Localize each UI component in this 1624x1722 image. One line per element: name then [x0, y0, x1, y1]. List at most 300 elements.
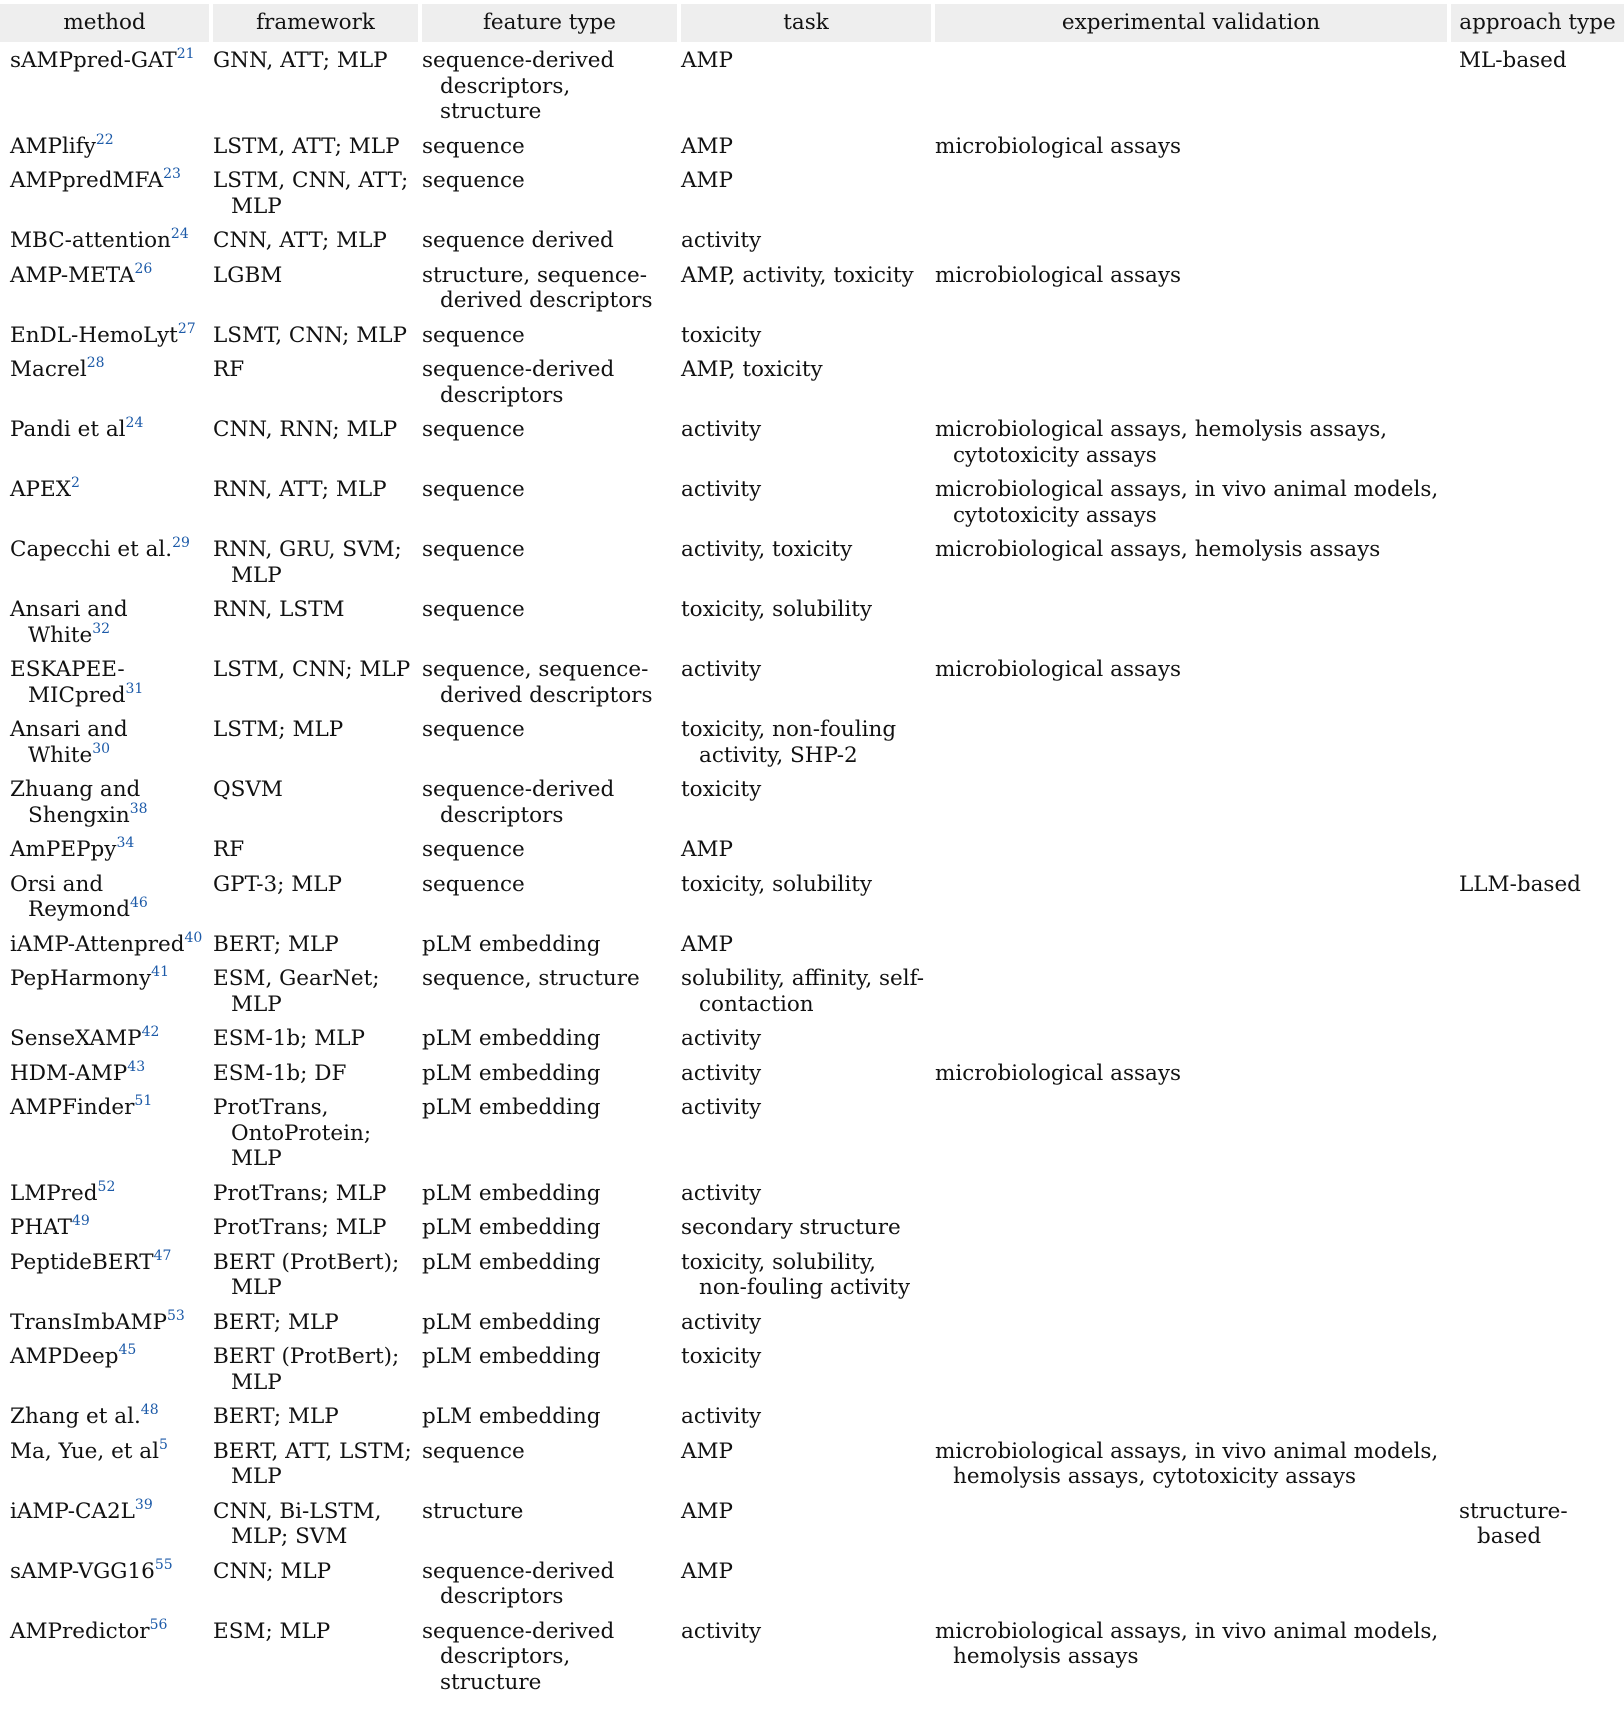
task-cell-value: activity [681, 1095, 762, 1120]
task-cell [679, 128, 933, 163]
task-cell-value: AMP, activity, toxicity [681, 262, 914, 288]
task-cell [679, 317, 933, 352]
reference-link[interactable]: 39 [134, 1496, 153, 1513]
method-cell-text [10, 228, 205, 254]
framework-cell-value: QSVM [213, 777, 283, 802]
feature-type-cell-value: structure [422, 1498, 524, 1524]
feature-type-cell [420, 1613, 679, 1699]
framework-cell-value: CNN, RNN; MLP [213, 417, 398, 442]
validation-cell-text [935, 657, 1443, 683]
framework-cell-value: ESM-1b; MLP [213, 1026, 365, 1051]
approach-type-cell-value: LLM-based [1459, 871, 1581, 897]
reference-link[interactable]: 47 [153, 1247, 172, 1264]
task-cell-value: AMP, toxicity [681, 357, 823, 382]
reference-link[interactable]: 22 [95, 131, 114, 148]
method-cell-text [10, 1436, 205, 1465]
feature-type-cell-text [422, 48, 673, 125]
methods-table [0, 4, 1624, 1698]
task-cell-text [681, 477, 927, 503]
task-cell-value: toxicity, solubility [681, 871, 872, 897]
framework-cell-text [213, 657, 414, 683]
table-row [0, 1493, 1624, 1553]
task-cell-value: activity [681, 417, 762, 442]
feature-type-cell-value: sequence [422, 477, 525, 502]
framework-cell-value: ProtTrans; MLP [213, 1215, 387, 1240]
task-cell [679, 960, 933, 1020]
approach-type-cell-value: structure-based [1459, 1498, 1568, 1549]
feature-type-cell-text [422, 1344, 673, 1370]
table-row [0, 831, 1624, 866]
reference-link[interactable]: 41 [151, 964, 169, 980]
task-cell [679, 1398, 933, 1433]
method-cell-value: Zhuang and Shengxin [10, 777, 141, 828]
feature-type-cell-value: pLM embedding [422, 1026, 601, 1051]
framework-cell [211, 960, 420, 1020]
task-cell [679, 651, 933, 711]
validation-cell [933, 831, 1449, 866]
approach-type-cell [1449, 128, 1624, 163]
reference-link[interactable]: 2 [71, 475, 80, 491]
task-cell-value: toxicity, solubility, non-fouling activity [681, 1249, 911, 1300]
reference-link[interactable]: 40 [184, 929, 203, 946]
framework-cell-value: ESM-1b; DF [213, 1060, 347, 1086]
approach-type-cell [1449, 651, 1624, 711]
framework-cell-value: LSTM, ATT; MLP [213, 133, 400, 159]
approach-type-cell [1449, 1433, 1624, 1493]
feature-type-cell-value: pLM embedding [422, 1095, 601, 1120]
method-cell [0, 411, 211, 471]
method-cell [0, 257, 211, 317]
task-cell [679, 1020, 933, 1055]
framework-cell [211, 1338, 420, 1398]
method-cell-text [10, 717, 205, 768]
framework-cell-text [213, 537, 414, 588]
method-cell [0, 1398, 211, 1433]
framework-cell-text [213, 1181, 414, 1207]
feature-type-cell [420, 411, 679, 471]
reference-link[interactable]: 24 [125, 415, 144, 431]
validation-cell [933, 1433, 1449, 1493]
method-cell-value: Macrel [10, 357, 87, 382]
task-cell-text [681, 1215, 927, 1241]
feature-type-cell-text [422, 1559, 673, 1610]
reference-link[interactable]: 52 [97, 1178, 116, 1195]
framework-cell [211, 351, 420, 411]
framework-cell [211, 651, 420, 711]
validation-cell-text [935, 1061, 1443, 1087]
method-cell [0, 591, 211, 651]
framework-cell-text [213, 263, 414, 289]
method-cell-text [10, 131, 205, 160]
method-cell-value: Ansari and White [10, 717, 128, 768]
feature-type-cell-text [422, 777, 673, 828]
table-row [0, 1613, 1624, 1699]
task-cell [679, 531, 933, 591]
feature-type-cell [420, 1304, 679, 1339]
feature-type-cell-value: sequence-derived descriptors, structure [422, 48, 615, 124]
approach-type-cell [1449, 411, 1624, 471]
feature-type-cell-value: sequence-derived descriptors, structure [422, 1618, 615, 1695]
method-cell-text [10, 872, 205, 923]
task-cell-value: activity, toxicity [681, 537, 853, 562]
feature-type-cell [420, 351, 679, 411]
feature-type-cell-value: sequence-derived descriptors [422, 777, 615, 828]
task-cell-text [681, 1026, 927, 1052]
task-cell [679, 1055, 933, 1090]
feature-type-cell-value: sequence [422, 871, 525, 897]
method-cell [0, 1553, 211, 1613]
reference-link[interactable]: 45 [118, 1342, 137, 1358]
framework-cell [211, 831, 420, 866]
task-cell-value: AMP [681, 1558, 734, 1584]
reference-link[interactable]: 32 [92, 620, 111, 637]
method-cell [0, 162, 211, 222]
feature-type-cell-text [422, 1499, 673, 1525]
method-cell-value: AMPDeep [10, 1344, 119, 1369]
task-cell-value: toxicity [681, 777, 762, 802]
framework-cell [211, 128, 420, 163]
method-cell-value: sAMP-VGG16 [10, 1558, 155, 1584]
framework-cell-value: RF [213, 357, 245, 382]
feature-type-cell [420, 128, 679, 163]
task-cell-text [681, 966, 927, 1017]
table-row [0, 531, 1624, 591]
method-cell [0, 351, 211, 411]
reference-link[interactable]: 55 [154, 1556, 173, 1573]
feature-type-cell [420, 711, 679, 771]
task-cell-text [681, 323, 927, 349]
reference-link[interactable]: 21 [176, 46, 195, 62]
approach-type-cell [1449, 1613, 1624, 1699]
validation-cell-value: microbiological assays [935, 1060, 1182, 1086]
validation-cell-text [935, 537, 1443, 563]
feature-type-cell-value: sequence [422, 133, 525, 159]
approach-type-cell [1449, 471, 1624, 531]
method-cell-value: AMPlify [10, 133, 96, 159]
approach-type-cell [1449, 222, 1624, 257]
method-cell [0, 1020, 211, 1055]
method-cell-value: EnDL-HemoLyt [10, 322, 178, 348]
framework-cell [211, 531, 420, 591]
reference-link[interactable]: 38 [129, 800, 148, 817]
framework-cell-value: GPT-3; MLP [213, 871, 342, 897]
task-cell-text [681, 1061, 927, 1087]
method-cell-value: ESKAPEE-MICpred [10, 657, 126, 708]
table-row [0, 42, 1624, 128]
framework-cell [211, 42, 420, 128]
reference-link[interactable]: 56 [149, 1616, 168, 1633]
table-row [0, 1338, 1624, 1398]
framework-cell [211, 926, 420, 961]
task-cell [679, 471, 933, 531]
validation-cell [933, 1209, 1449, 1244]
task-cell-value: activity [681, 1309, 762, 1335]
feature-type-cell-value: sequence, structure [422, 966, 640, 991]
task-cell-text [681, 1310, 927, 1336]
validation-cell-text [935, 134, 1443, 160]
method-cell [0, 1089, 211, 1175]
task-cell [679, 257, 933, 317]
feature-type-cell [420, 591, 679, 651]
framework-cell [211, 711, 420, 771]
approach-type-cell [1449, 1175, 1624, 1210]
method-cell-text [10, 320, 205, 349]
header-feature-type: feature type [420, 4, 679, 42]
method-cell [0, 531, 211, 591]
framework-cell-value: BERT, ATT, LSTM; MLP [213, 1438, 412, 1489]
feature-type-cell-value: sequence-derived descriptors [422, 1558, 615, 1609]
feature-type-cell-value: pLM embedding [422, 1060, 601, 1086]
feature-type-cell-text [422, 966, 673, 992]
validation-cell [933, 222, 1449, 257]
validation-cell-value: microbiological assays, hemolysis assays [935, 537, 1381, 562]
reference-link[interactable]: 24 [170, 226, 189, 242]
framework-cell [211, 1433, 420, 1493]
validation-cell [933, 1304, 1449, 1339]
reference-link[interactable]: 43 [127, 1058, 146, 1075]
approach-type-cell [1449, 831, 1624, 866]
table-row [0, 222, 1624, 257]
framework-cell-text [213, 48, 414, 74]
framework-cell [211, 1175, 420, 1210]
reference-link[interactable]: 48 [140, 1402, 159, 1418]
feature-type-cell-text [422, 717, 673, 743]
task-cell-value: AMP [681, 133, 734, 159]
feature-type-cell-text [422, 1310, 673, 1336]
reference-link[interactable]: 23 [163, 166, 181, 182]
framework-cell-text [213, 1619, 414, 1645]
header-framework: framework [211, 4, 420, 42]
reference-link[interactable]: 30 [92, 740, 111, 757]
method-cell [0, 771, 211, 831]
method-cell-text [10, 168, 205, 194]
framework-cell [211, 591, 420, 651]
task-cell-value: toxicity, solubility [681, 597, 872, 622]
feature-type-cell-value: sequence [422, 322, 525, 348]
table-row [0, 1175, 1624, 1210]
validation-cell [933, 926, 1449, 961]
method-cell-value: HDM-AMP [10, 1060, 128, 1086]
validation-cell [933, 960, 1449, 1020]
framework-cell-text [213, 1499, 414, 1550]
validation-cell [933, 591, 1449, 651]
approach-type-cell [1449, 1553, 1624, 1613]
method-cell-text [10, 657, 205, 708]
reference-link[interactable]: 42 [141, 1024, 160, 1040]
task-cell-text [681, 1619, 927, 1645]
approach-type-cell [1449, 960, 1624, 1020]
reference-link[interactable]: 53 [166, 1307, 185, 1324]
framework-cell-value: LSTM, CNN, ATT; MLP [213, 168, 409, 219]
method-cell-value: AMPFinder [10, 1095, 135, 1120]
task-cell-text [681, 417, 927, 443]
table-row [0, 128, 1624, 163]
reference-link[interactable]: 26 [134, 260, 153, 277]
task-cell-text [681, 1344, 927, 1370]
feature-type-cell-text [422, 228, 673, 254]
framework-cell-text [213, 717, 414, 743]
method-cell-value: sAMPpred-GAT [10, 48, 177, 73]
framework-cell [211, 1613, 420, 1699]
task-cell-value: toxicity [681, 1344, 762, 1369]
task-cell [679, 1338, 933, 1398]
feature-type-cell-text [422, 1181, 673, 1207]
table-body [0, 42, 1624, 1698]
reference-link[interactable]: 29 [172, 535, 190, 551]
task-cell [679, 162, 933, 222]
approach-type-cell [1449, 1055, 1624, 1090]
table-row [0, 1244, 1624, 1304]
framework-cell-value: RNN, ATT; MLP [213, 477, 387, 502]
framework-cell-text [213, 1404, 414, 1430]
approach-type-cell [1449, 1244, 1624, 1304]
method-cell-value: PHAT [10, 1215, 72, 1240]
task-cell-text [681, 48, 927, 74]
validation-cell-text [935, 263, 1443, 289]
feature-type-cell-value: pLM embedding [422, 1249, 601, 1275]
task-cell [679, 1493, 933, 1553]
framework-cell-value: ESM; MLP [213, 1618, 331, 1644]
method-cell-text [10, 1496, 205, 1525]
method-cell-text [10, 1616, 205, 1645]
task-cell-text [681, 537, 927, 563]
validation-cell-text [935, 417, 1443, 468]
method-cell-value: AMP-META [10, 262, 135, 288]
header-experimental-validation: experimental validation [933, 4, 1449, 42]
feature-type-cell-text [422, 477, 673, 503]
table-row [0, 1433, 1624, 1493]
task-cell-text [681, 1095, 927, 1121]
method-cell-value: SenseXAMP [10, 1026, 142, 1051]
method-cell-value: AMPpredMFA [10, 168, 164, 193]
feature-type-cell [420, 1209, 679, 1244]
table-row [0, 317, 1624, 352]
validation-cell-text [935, 477, 1443, 528]
approach-type-cell [1449, 1089, 1624, 1175]
task-cell-text [681, 717, 927, 768]
reference-link[interactable]: 49 [71, 1213, 90, 1229]
method-cell-text [10, 357, 205, 383]
feature-type-cell [420, 866, 679, 926]
approach-type-cell [1449, 317, 1624, 352]
table-row [0, 162, 1624, 222]
task-cell-value: toxicity, non-fouling activity, SHP-2 [681, 717, 897, 768]
task-cell-value: AMP [681, 837, 734, 862]
framework-cell-text [213, 1439, 414, 1490]
task-cell [679, 1209, 933, 1244]
framework-cell-text [213, 932, 414, 958]
framework-cell-text [213, 1095, 414, 1172]
feature-type-cell-text [422, 1404, 673, 1430]
method-cell-text [10, 1215, 205, 1241]
validation-cell [933, 651, 1449, 711]
validation-cell [933, 1020, 1449, 1055]
framework-cell-value: LSTM; MLP [213, 717, 344, 742]
reference-link[interactable]: 46 [130, 895, 148, 911]
reference-link[interactable]: 31 [125, 680, 144, 697]
reference-link[interactable]: 28 [86, 355, 105, 371]
task-cell-text [681, 1181, 927, 1207]
feature-type-cell-text [422, 1095, 673, 1121]
method-cell [0, 960, 211, 1020]
feature-type-cell-text [422, 1026, 673, 1052]
table-row [0, 411, 1624, 471]
method-cell [0, 1244, 211, 1304]
validation-cell-value: microbiological assays, in vivo animal models, hemolysis assays, cytotoxicity assays [935, 1438, 1439, 1489]
feature-type-cell-value: pLM embedding [422, 1404, 601, 1429]
method-cell-value: AmPEPpy [10, 837, 117, 862]
table-row [0, 1553, 1624, 1613]
feature-type-cell-value: sequence [422, 717, 525, 742]
feature-type-cell [420, 222, 679, 257]
table-row [0, 1209, 1624, 1244]
task-cell-text [681, 1559, 927, 1585]
reference-link[interactable]: 27 [177, 320, 196, 337]
feature-type-cell-value: pLM embedding [422, 1215, 601, 1240]
table-row [0, 1089, 1624, 1175]
method-cell-text [10, 1095, 205, 1121]
approach-type-cell [1449, 926, 1624, 961]
method-cell-text [10, 929, 205, 958]
task-cell-value: activity [681, 228, 762, 253]
framework-cell-value: BERT (ProtBert); MLP [213, 1344, 400, 1395]
framework-cell-value: BERT; MLP [213, 1404, 339, 1429]
feature-type-cell [420, 1398, 679, 1433]
method-cell-value: AMPredictor [10, 1618, 150, 1644]
approach-type-cell-text [1459, 1499, 1618, 1550]
validation-cell-value: microbiological assays [935, 657, 1182, 682]
framework-cell-text [213, 323, 414, 349]
task-cell-value: secondary structure [681, 1215, 901, 1240]
framework-cell [211, 1493, 420, 1553]
table-row [0, 771, 1624, 831]
validation-cell [933, 471, 1449, 531]
feature-type-cell-value: sequence [422, 1438, 525, 1464]
approach-type-cell-value: ML-based [1459, 48, 1567, 73]
validation-cell-value: microbiological assays, in vivo animal models, hemolysis assays [935, 1618, 1439, 1669]
validation-cell [933, 351, 1449, 411]
reference-link[interactable]: 5 [158, 1436, 168, 1453]
method-cell [0, 1175, 211, 1210]
approach-type-cell [1449, 1398, 1624, 1433]
table-row [0, 711, 1624, 771]
framework-cell [211, 222, 420, 257]
table-row [0, 1398, 1624, 1433]
task-cell-value: activity [681, 1404, 762, 1429]
method-cell-text [10, 1178, 205, 1207]
approach-type-cell [1449, 257, 1624, 317]
framework-cell [211, 1244, 420, 1304]
feature-type-cell-value: sequence [422, 597, 525, 622]
feature-type-cell [420, 926, 679, 961]
feature-type-cell [420, 471, 679, 531]
feature-type-cell-text [422, 837, 673, 863]
framework-cell-text [213, 837, 414, 863]
header-row [0, 4, 1624, 42]
method-cell-text [10, 260, 205, 289]
validation-cell [933, 257, 1449, 317]
feature-type-cell [420, 771, 679, 831]
table-row [0, 471, 1624, 531]
feature-type-cell-text [422, 1215, 673, 1241]
task-cell-value: activity [681, 657, 762, 682]
framework-cell [211, 771, 420, 831]
framework-cell-value: CNN, Bi-LSTM, MLP; SVM [213, 1498, 382, 1549]
feature-type-cell-value: sequence-derived descriptors [422, 357, 615, 408]
approach-type-cell [1449, 1338, 1624, 1398]
reference-link[interactable]: 34 [116, 835, 135, 851]
reference-link[interactable]: 51 [134, 1093, 153, 1109]
